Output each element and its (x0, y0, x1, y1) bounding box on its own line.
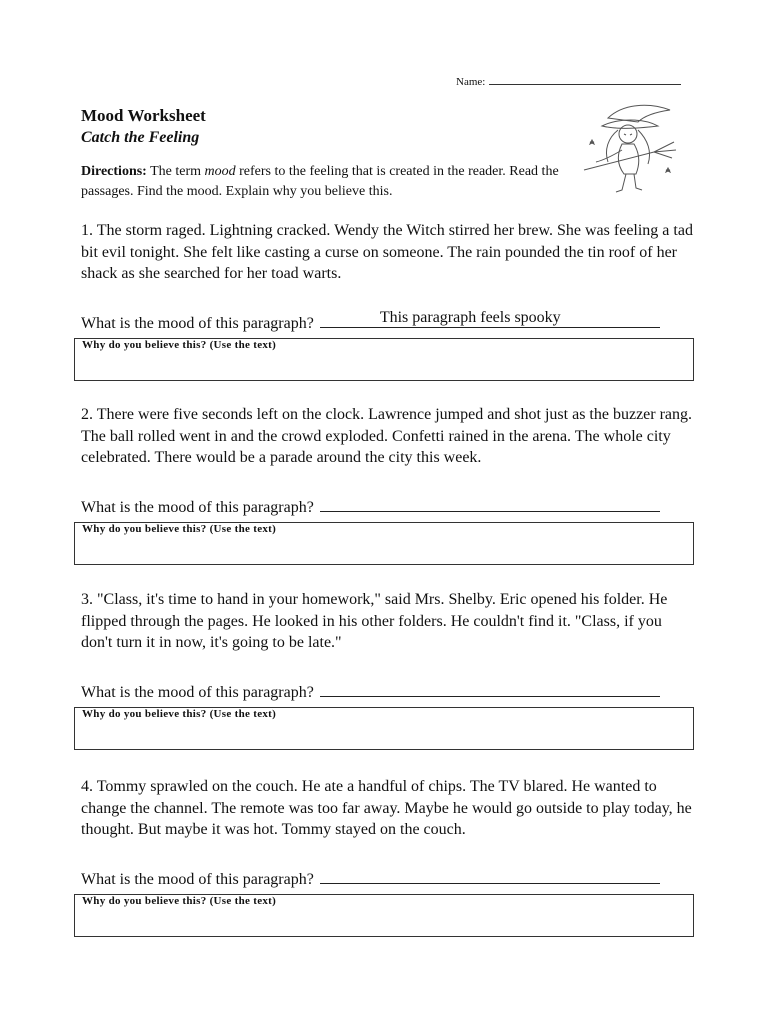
directions (81, 162, 561, 202)
mood-prompt-4: What is the mood of this paragraph? (81, 870, 314, 888)
mood-row-1 (81, 308, 701, 333)
mood-answer-field-4[interactable] (320, 867, 660, 884)
directions-text-after: refers to the feeling that is created in the reader. Read the passages. Find the mood. Explain why you believe this. (81, 164, 559, 199)
page-title: Mood Worksheet (81, 106, 206, 125)
why-box-1[interactable] (74, 338, 694, 381)
why-label-3: Why do you believe this? (Use the text) (82, 708, 277, 720)
why-box-4[interactable] (74, 894, 694, 937)
mood-row-2 (81, 495, 701, 517)
page-subtitle: Catch the Feeling (81, 129, 200, 146)
question-1 (81, 220, 701, 351)
name-row (456, 74, 681, 88)
mood-row-3 (81, 680, 701, 702)
mood-answer-field-2[interactable] (320, 495, 660, 512)
mood-row-4 (81, 867, 701, 889)
mood-prompt-2: What is the mood of this paragraph? (81, 498, 314, 516)
passage-4: 4. Tommy sprawled on the couch. He ate a handful of chips. The TV blared. He wanted to change the channel. The remote was too far away. Maybe he would go outside to play today, he thought. But maybe it was hot. Tommy stayed on the couch. (81, 778, 692, 838)
mood-answer-1: This paragraph feels spooky (379, 308, 561, 326)
question-3 (81, 589, 701, 720)
passage-2: 2. There were five seconds left on the clock. Lawrence jumped and shot just as the buzzer rang. The ball rolled went in and the crowd exploded. Confetti rained in the arena. The whole city celebrated. There would be a parade around the city this week. (81, 406, 693, 466)
why-box-2[interactable] (74, 522, 694, 565)
witch-on-broom-icon (578, 100, 682, 196)
mood-prompt-1: What is the mood of this paragraph? (81, 314, 314, 332)
why-label-1: Why do you believe this? (Use the text) (82, 339, 277, 351)
name-label: Name: (456, 76, 486, 88)
directions-label: Directions: (81, 164, 147, 179)
passage-3: 3. "Class, it's time to hand in your homework," said Mrs. Shelby. Eric opened his folder. He flipped through the pages. He looked in his other folders. He couldn't find it. "Class, if you don't turn it in now, it's going to be late." (81, 591, 668, 651)
name-field[interactable] (489, 74, 681, 85)
question-2 (81, 404, 701, 535)
directions-text-before: The term (150, 164, 202, 179)
question-4 (81, 776, 701, 907)
directions-term: mood (204, 164, 236, 179)
mood-prompt-3: What is the mood of this paragraph? (81, 683, 314, 701)
mood-answer-field-3[interactable] (320, 680, 660, 697)
why-label-4: Why do you believe this? (Use the text) (82, 895, 277, 907)
why-label-2: Why do you believe this? (Use the text) (82, 523, 277, 535)
passage-1: 1. The storm raged. Lightning cracked. Wendy the Witch stirred her brew. She was feeling a tad bit evil tonight. She felt like casting a curse on someone. The rain pounded the tin roof of her shack as she searched for her toad warts. (81, 222, 693, 282)
mood-answer-field-1[interactable] (320, 308, 660, 328)
why-box-3[interactable] (74, 707, 694, 750)
